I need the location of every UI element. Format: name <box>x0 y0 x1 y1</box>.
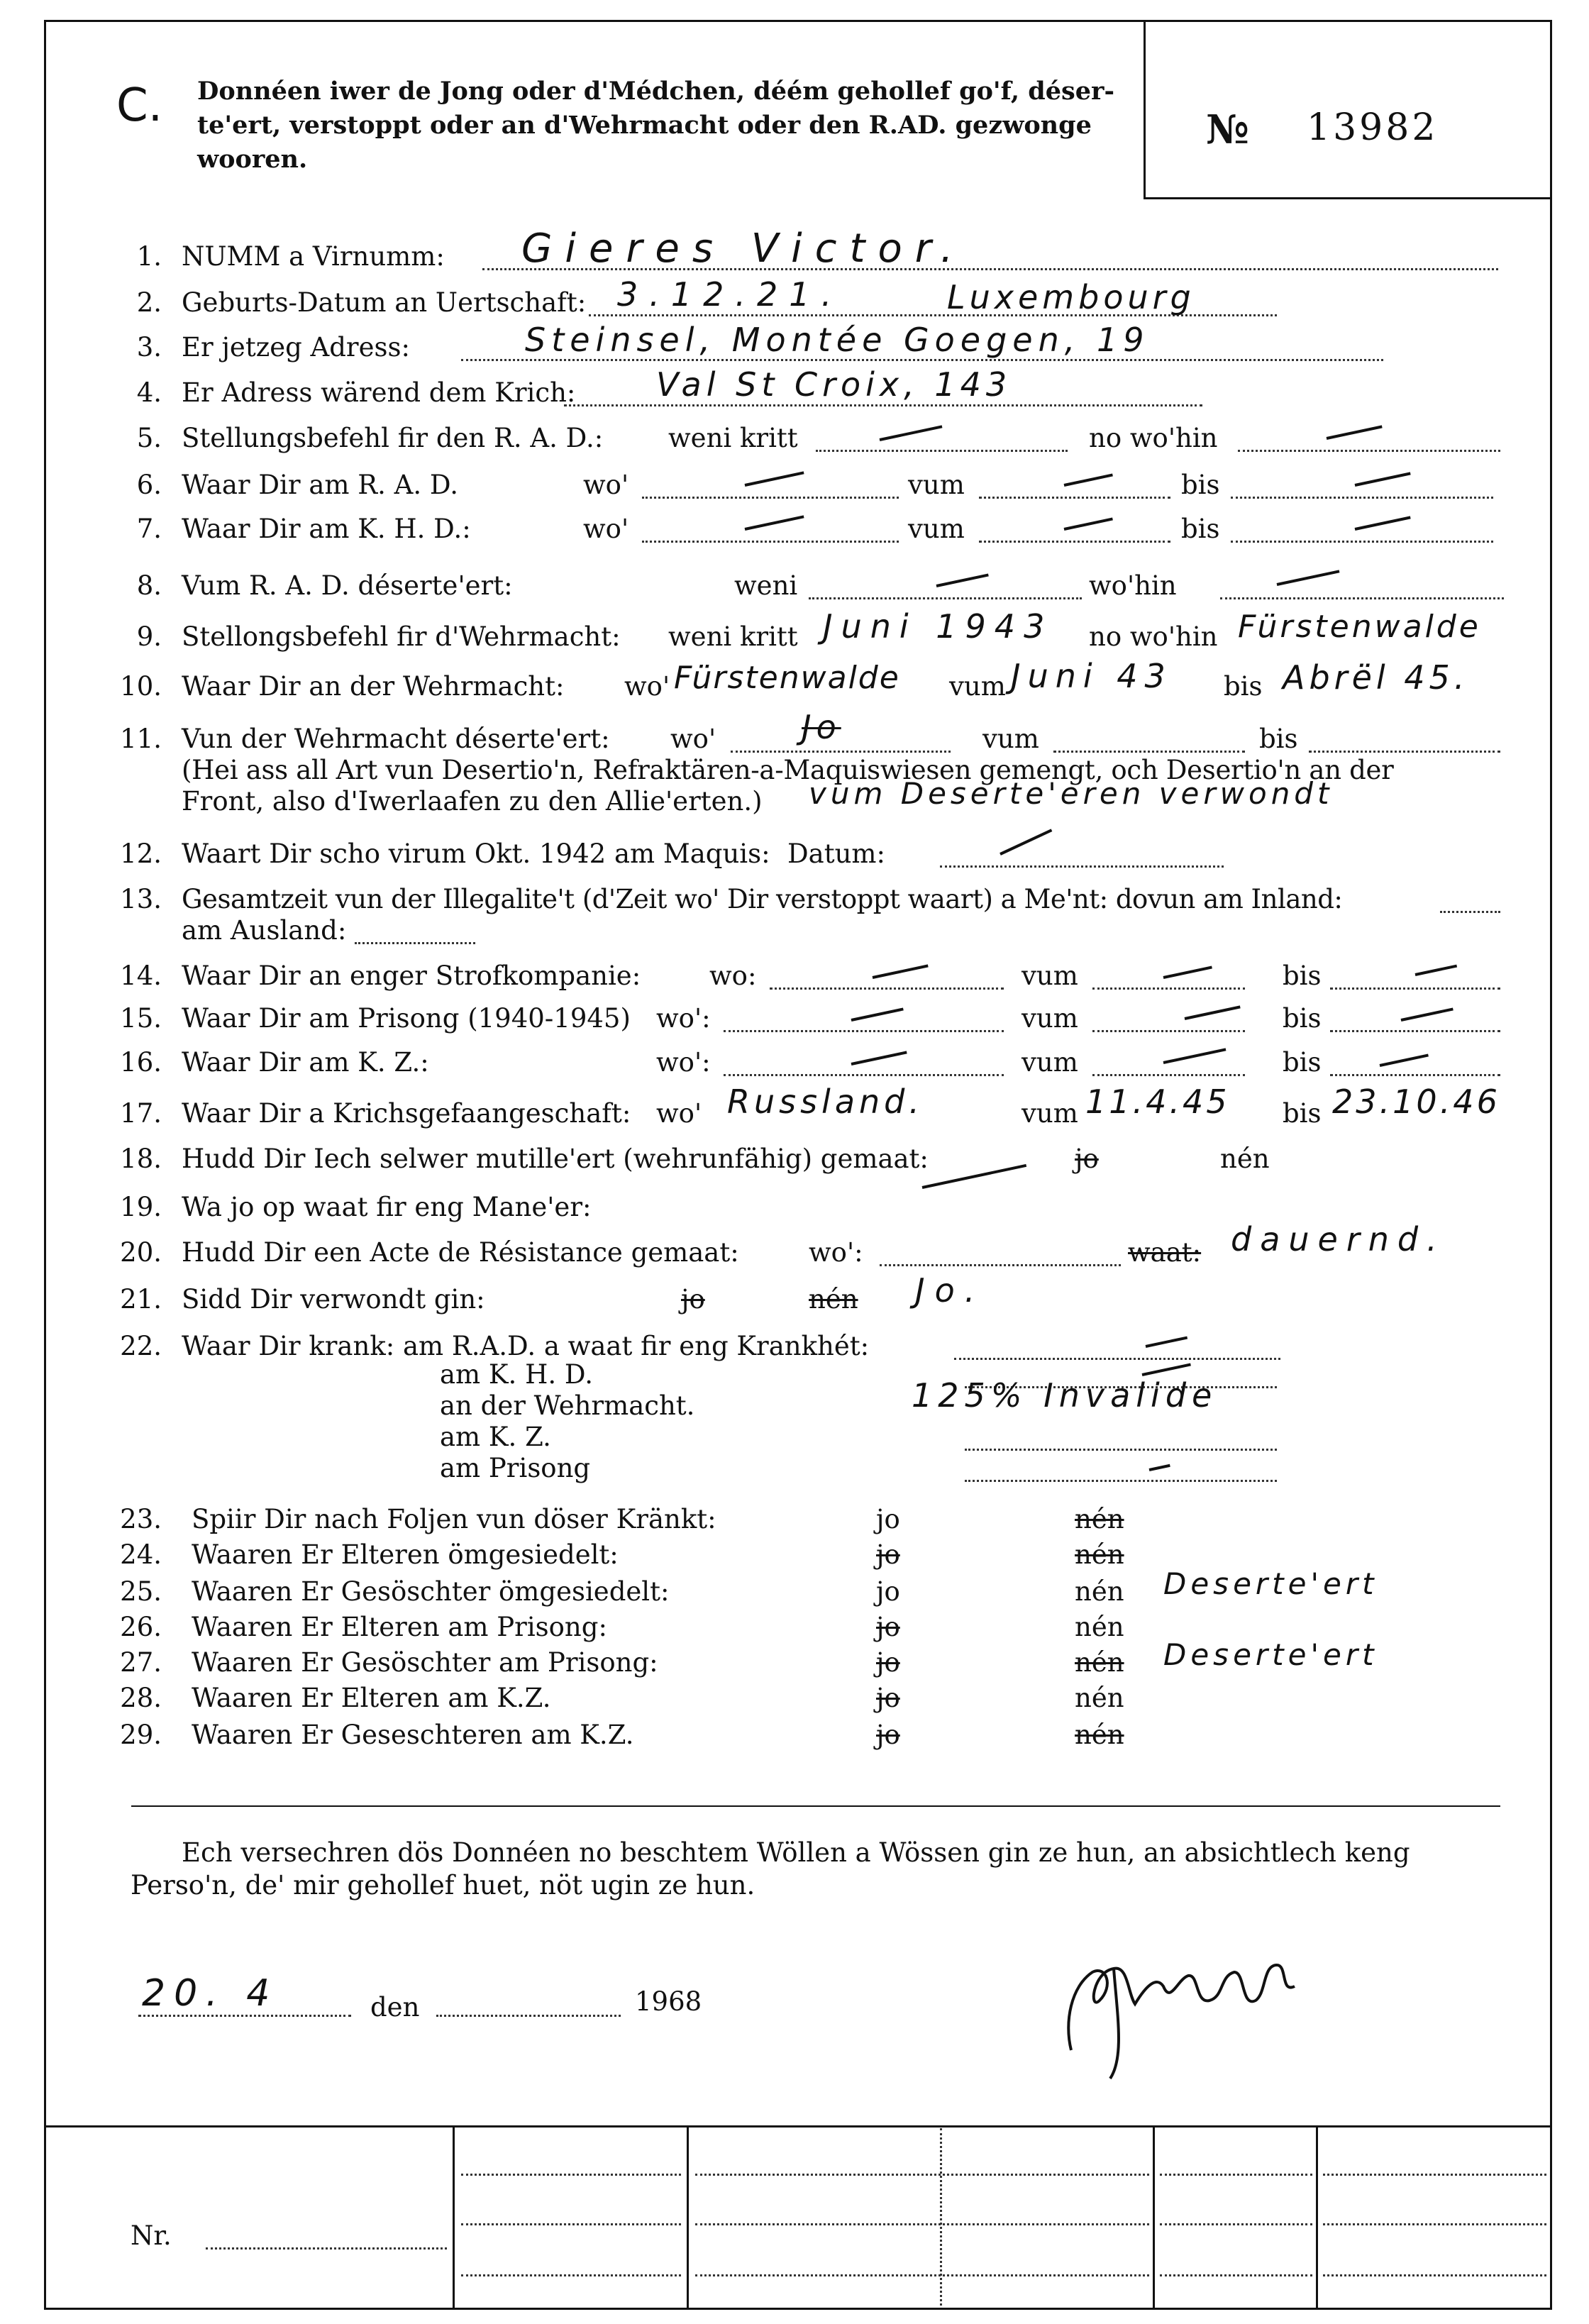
footer-top-rule <box>44 2125 1552 2127</box>
dotted-line <box>461 2274 681 2276</box>
value-siblings-resettled: Deserte'ert <box>1163 1566 1378 1601</box>
year-label: 1968 <box>635 1986 702 2017</box>
dotted-line <box>1160 2223 1312 2225</box>
declaration-line-2: Perso'n, de' mir gehollef huet, nöt ugin ze hun. <box>131 1870 755 1900</box>
row-number: 18. <box>120 1144 162 1174</box>
field-label: Waar Dir krank: am R.A.D. a waat fir eng Krankhét: <box>182 1331 870 1361</box>
row-number: 9. <box>136 621 162 652</box>
option-jo: jo <box>681 1284 705 1315</box>
dotted-line <box>724 1074 1004 1076</box>
header-title-line-2: te'ert, verstoppt oder an d'Wehrmacht oder den R.AD. gezwonge <box>197 111 1092 140</box>
field-note: (Hei ass all Art vun Desertio'n, Refraktären-a-Maquiswiesen gemengt, och Desertio'n an der <box>182 755 1394 785</box>
row-number: 8. <box>136 570 162 601</box>
value-deserted-note: vum Deserte'eren verwondt <box>809 776 1334 811</box>
footer-col-divider <box>453 2125 455 2308</box>
field-sub-label: vum <box>1022 1047 1078 1078</box>
value-birth-date: 3.12.21. <box>617 275 843 314</box>
field-sub-label: bis <box>1283 1003 1322 1034</box>
value-date: 20. 4 <box>142 1972 279 2015</box>
value-wehrmacht-from: Juni 43 <box>1011 657 1173 695</box>
field-sub-label: no wo'hin <box>1089 423 1218 453</box>
option-nen: nén <box>1075 1612 1124 1642</box>
value-war-address: Val St Croix, 143 <box>656 365 1012 404</box>
option-nen: nén <box>1075 1504 1124 1534</box>
row-number: 21. <box>120 1284 162 1315</box>
dotted-line <box>724 1030 1004 1032</box>
footer-col-divider <box>1153 2125 1155 2308</box>
dotted-line <box>1323 2223 1546 2225</box>
row-number: 11. <box>120 724 162 754</box>
field-label: Vum R. A. D. déserte'ert: <box>182 570 513 601</box>
dotted-line <box>816 450 1068 452</box>
header-title-line-1: Donnéen iwer de Jong oder d'Médchen, déém gehollef go'f, déser- <box>197 77 1114 106</box>
dotted-line <box>564 404 1202 406</box>
dotted-line <box>206 2247 447 2250</box>
row-number: 12. <box>120 839 162 869</box>
row-number: 22. <box>120 1331 162 1361</box>
value-wehrmacht-to: Abrël 45. <box>1283 658 1469 697</box>
row-number: 15. <box>120 1003 162 1034</box>
row-number: 16. <box>120 1047 162 1078</box>
field-label: Hudd Dir Iech selwer mutille'ert (wehrunfähig) gemaat: <box>182 1144 929 1174</box>
row-number: 19. <box>120 1192 162 1222</box>
option-jo: jo <box>876 1647 900 1678</box>
row-number: 14. <box>120 961 162 991</box>
field-sub-label: no wo'hin <box>1089 621 1218 652</box>
form-number: 13982 <box>1307 106 1439 149</box>
field-sub-label: vum <box>1022 1003 1078 1034</box>
field-label-birth: Geburts-Datum an Uertschaft: <box>182 287 587 318</box>
field-sub-label: wo' <box>583 514 629 544</box>
field-label: Waaren Er Elteren am K.Z. <box>192 1683 551 1713</box>
dotted-line <box>809 597 1082 599</box>
field-sub-label: am Ausland: <box>182 915 347 946</box>
row-number: 4. <box>136 377 162 408</box>
field-label: Waar Dir an enger Strofkompanie: <box>182 961 641 991</box>
field-sub-label: weni kritt <box>668 621 798 652</box>
row-number: 25. <box>120 1576 162 1607</box>
dotted-line <box>1323 2274 1546 2276</box>
value-name: Gieres Victor. <box>521 226 966 272</box>
row-number: 6. <box>136 470 162 500</box>
dotted-line <box>1231 541 1493 543</box>
field-label-address: Er jetzeg Adress: <box>182 332 410 363</box>
dotted-line <box>436 2015 621 2017</box>
field-sub-label: bis <box>1224 671 1263 702</box>
field-label: Waaren Er Elteren am Prisong: <box>192 1612 607 1642</box>
field-sub-label: wo': <box>656 1003 711 1034</box>
field-sub-label: wo'hin <box>1089 570 1177 601</box>
footer-col-divider <box>1316 2125 1318 2308</box>
dotted-line <box>979 541 1170 543</box>
field-sub-label: vum <box>949 671 1006 702</box>
dotted-line <box>1330 1074 1500 1076</box>
option-jo: jo <box>876 1539 900 1570</box>
row-number: 29. <box>120 1720 162 1750</box>
field-sub-label: wo' <box>670 724 716 754</box>
header-bottom-rule <box>1144 197 1551 199</box>
separator-rule <box>131 1805 1500 1807</box>
dotted-line <box>1160 2174 1312 2176</box>
dotted-line <box>1160 2274 1312 2276</box>
field-sub-label: wo': <box>656 1047 711 1078</box>
value-summons-place: Fürstenwalde <box>1238 609 1481 645</box>
option-jo: jo <box>876 1683 900 1713</box>
dotted-line <box>1238 450 1500 452</box>
signature <box>1050 1944 1348 2086</box>
option-nen: nén <box>1220 1144 1270 1174</box>
nr-label: Nr. <box>131 2220 172 2251</box>
dotted-line <box>1053 751 1245 753</box>
value-address: Steinsel, Montée Goegen, 19 <box>525 321 1150 359</box>
value-siblings-prison: Deserte'ert <box>1163 1637 1378 1672</box>
field-sub-label: vum <box>908 470 965 500</box>
dotted-line <box>1092 1074 1245 1076</box>
field-sub-label: bis <box>1181 514 1220 544</box>
row-number: 27. <box>120 1647 162 1678</box>
field-sub-label: bis <box>1181 470 1220 500</box>
row-number: 1. <box>136 241 162 272</box>
value-pow-place: Russland. <box>727 1083 924 1121</box>
row-number: 13. <box>120 884 162 914</box>
dotted-line <box>138 2015 351 2017</box>
row-number: 26. <box>120 1612 162 1642</box>
field-label: Stellongsbefehl fir d'Wehrmacht: <box>182 621 621 652</box>
header-title-line-3: wooren. <box>197 145 308 174</box>
dotted-line <box>1330 1030 1500 1032</box>
field-label: Gesamtzeit vun der Illegalite't (d'Zeit wo' Dir verstoppt waart) a Me'nt: dovun am Inland: <box>182 884 1343 914</box>
field-label: Waar Dir am K. H. D.: <box>182 514 471 544</box>
field-sub-label: weni <box>734 570 798 601</box>
dotted-line <box>1220 597 1504 599</box>
option-nen: nén <box>1075 1720 1124 1750</box>
field-label: Waaren Er Geseschteren am K.Z. <box>192 1720 634 1750</box>
value-resistance: dauernd. <box>1231 1220 1446 1258</box>
dotted-line <box>642 541 899 543</box>
field-sub-label: vum <box>1022 1098 1078 1129</box>
field-label: Waar Dir am Prisong (1940-1945) <box>182 1003 631 1034</box>
field-sub-label: wo' <box>656 1098 702 1129</box>
field-sub-label: bis <box>1259 724 1298 754</box>
field-sub-label: am Prisong <box>440 1453 591 1483</box>
den-label: den <box>370 1992 420 2023</box>
row-number: 20. <box>120 1237 162 1268</box>
field-sub-label: weni kritt <box>668 423 798 453</box>
value-summons-date: Juni 1943 <box>823 607 1053 646</box>
field-label: Waar Dir an der Wehrmacht: <box>182 671 565 702</box>
field-label: Waaren Er Elteren ömgesiedelt: <box>192 1539 619 1570</box>
dotted-line <box>1323 2174 1546 2176</box>
field-sub-label: wo' <box>583 470 629 500</box>
field-sub-label: an der Wehrmacht. <box>440 1390 695 1421</box>
field-label: Waar Dir a Krichsgefaangeschaft: <box>182 1098 631 1129</box>
dotted-line <box>355 942 475 944</box>
dotted-line <box>461 359 1383 361</box>
field-label-war-address: Er Adress wärend dem Krich: <box>182 377 576 408</box>
value-wounded: Jo. <box>915 1271 985 1310</box>
number-symbol: № <box>1206 106 1249 153</box>
value-pow-to: 23.10.46 <box>1332 1083 1500 1121</box>
dotted-line <box>965 1449 1277 1451</box>
row-number: 24. <box>120 1539 162 1570</box>
header-divider <box>1144 21 1146 199</box>
dotted-line <box>1330 987 1500 990</box>
field-label: Wa jo op waat fir eng Mane'er: <box>182 1192 592 1222</box>
dotted-line <box>965 1480 1277 1482</box>
field-label: Hudd Dir een Acte de Résistance gemaat: <box>182 1237 739 1268</box>
dotted-line <box>695 2274 1149 2276</box>
footer-col-divider <box>687 2125 689 2308</box>
field-sub-label: vum <box>1022 961 1078 991</box>
value-wehrmacht-place: Fürstenwalde <box>674 660 900 696</box>
dotted-line <box>695 2223 1149 2225</box>
row-number: 3. <box>136 332 162 363</box>
field-label: Waar Dir am R. A. D. <box>182 470 458 500</box>
field-sub-label: bis <box>1283 961 1322 991</box>
dotted-line <box>731 751 951 753</box>
option-nen: nén <box>1075 1539 1124 1570</box>
declaration-line-1: Ech versechren dös Donnéen no beschtem Wöllen a Wössen gin ze hun, an absichtlech keng <box>182 1837 1410 1868</box>
field-sub-label: am K. Z. <box>440 1422 551 1452</box>
field-sub-label: bis <box>1283 1098 1322 1129</box>
option-nen: nén <box>1075 1647 1124 1678</box>
dotted-line <box>979 497 1170 499</box>
dotted-line <box>695 2174 1149 2176</box>
option-jo: jo <box>876 1504 900 1534</box>
field-sub-label: wo' <box>624 671 670 702</box>
field-sub-label: vum <box>908 514 965 544</box>
dotted-line <box>461 2223 681 2225</box>
dotted-line <box>954 1358 1280 1360</box>
field-sub-label: wo': <box>809 1237 863 1268</box>
field-note: Front, also d'Iwerlaafen zu den Allie'erten.) <box>182 786 763 817</box>
field-label: Waaren Er Gesöschter am Prisong: <box>192 1647 658 1678</box>
dotted-line <box>642 497 899 499</box>
value-birth-place: Luxembourg <box>947 278 1195 316</box>
dotted-line <box>1092 987 1245 990</box>
row-number: 23. <box>120 1504 162 1534</box>
dotted-line <box>461 2174 681 2176</box>
dotted-line <box>940 865 1224 868</box>
option-jo: jo <box>1075 1144 1099 1174</box>
dotted-line <box>1092 1030 1245 1032</box>
field-label: Stellungsbefehl fir den R. A. D.: <box>182 423 604 453</box>
field-sub-label: am K. H. D. <box>440 1359 593 1390</box>
row-number: 10. <box>120 671 162 702</box>
dotted-line <box>880 1264 1121 1266</box>
option-jo: jo <box>876 1576 900 1607</box>
row-number: 17. <box>120 1098 162 1129</box>
field-sub-label: vum <box>982 724 1039 754</box>
value-pow-from: 11.4.45 <box>1085 1083 1230 1121</box>
row-number: 5. <box>136 423 162 453</box>
field-sub-label: wo: <box>709 961 757 991</box>
value-deserted: Jo <box>802 708 841 746</box>
option-jo: jo <box>876 1612 900 1642</box>
option-nen: nén <box>1075 1576 1124 1607</box>
value-illness: 125% Invalide <box>912 1376 1218 1415</box>
field-label: Waart Dir scho virum Okt. 1942 am Maquis: <box>182 839 770 869</box>
field-label: Vun der Wehrmacht déserte'ert: <box>182 724 610 754</box>
footer-dotted-divider <box>940 2128 942 2306</box>
section-letter: C. <box>116 79 163 132</box>
field-sub-label: Datum: <box>787 839 885 869</box>
row-number: 7. <box>136 514 162 544</box>
row-number: 2. <box>136 287 162 318</box>
dotted-line <box>1231 497 1493 499</box>
dotted-line <box>1440 911 1500 913</box>
row-number: 28. <box>120 1683 162 1713</box>
field-sub-label: bis <box>1283 1047 1322 1078</box>
field-label: Sidd Dir verwondt gin: <box>182 1284 485 1315</box>
dotted-line <box>1309 751 1500 753</box>
option-nen: nén <box>809 1284 858 1315</box>
option-jo: jo <box>876 1720 900 1750</box>
dotted-line <box>770 987 1004 990</box>
field-label-name: NUMM a Virnumm: <box>182 241 445 272</box>
field-label: Waaren Er Gesöschter ömgesiedelt: <box>192 1576 670 1607</box>
field-sub-label: waat: <box>1128 1237 1202 1268</box>
option-nen: nén <box>1075 1683 1124 1713</box>
field-label: Spiir Dir nach Foljen vun döser Kränkt: <box>192 1504 716 1534</box>
field-label: Waar Dir am K. Z.: <box>182 1047 429 1078</box>
